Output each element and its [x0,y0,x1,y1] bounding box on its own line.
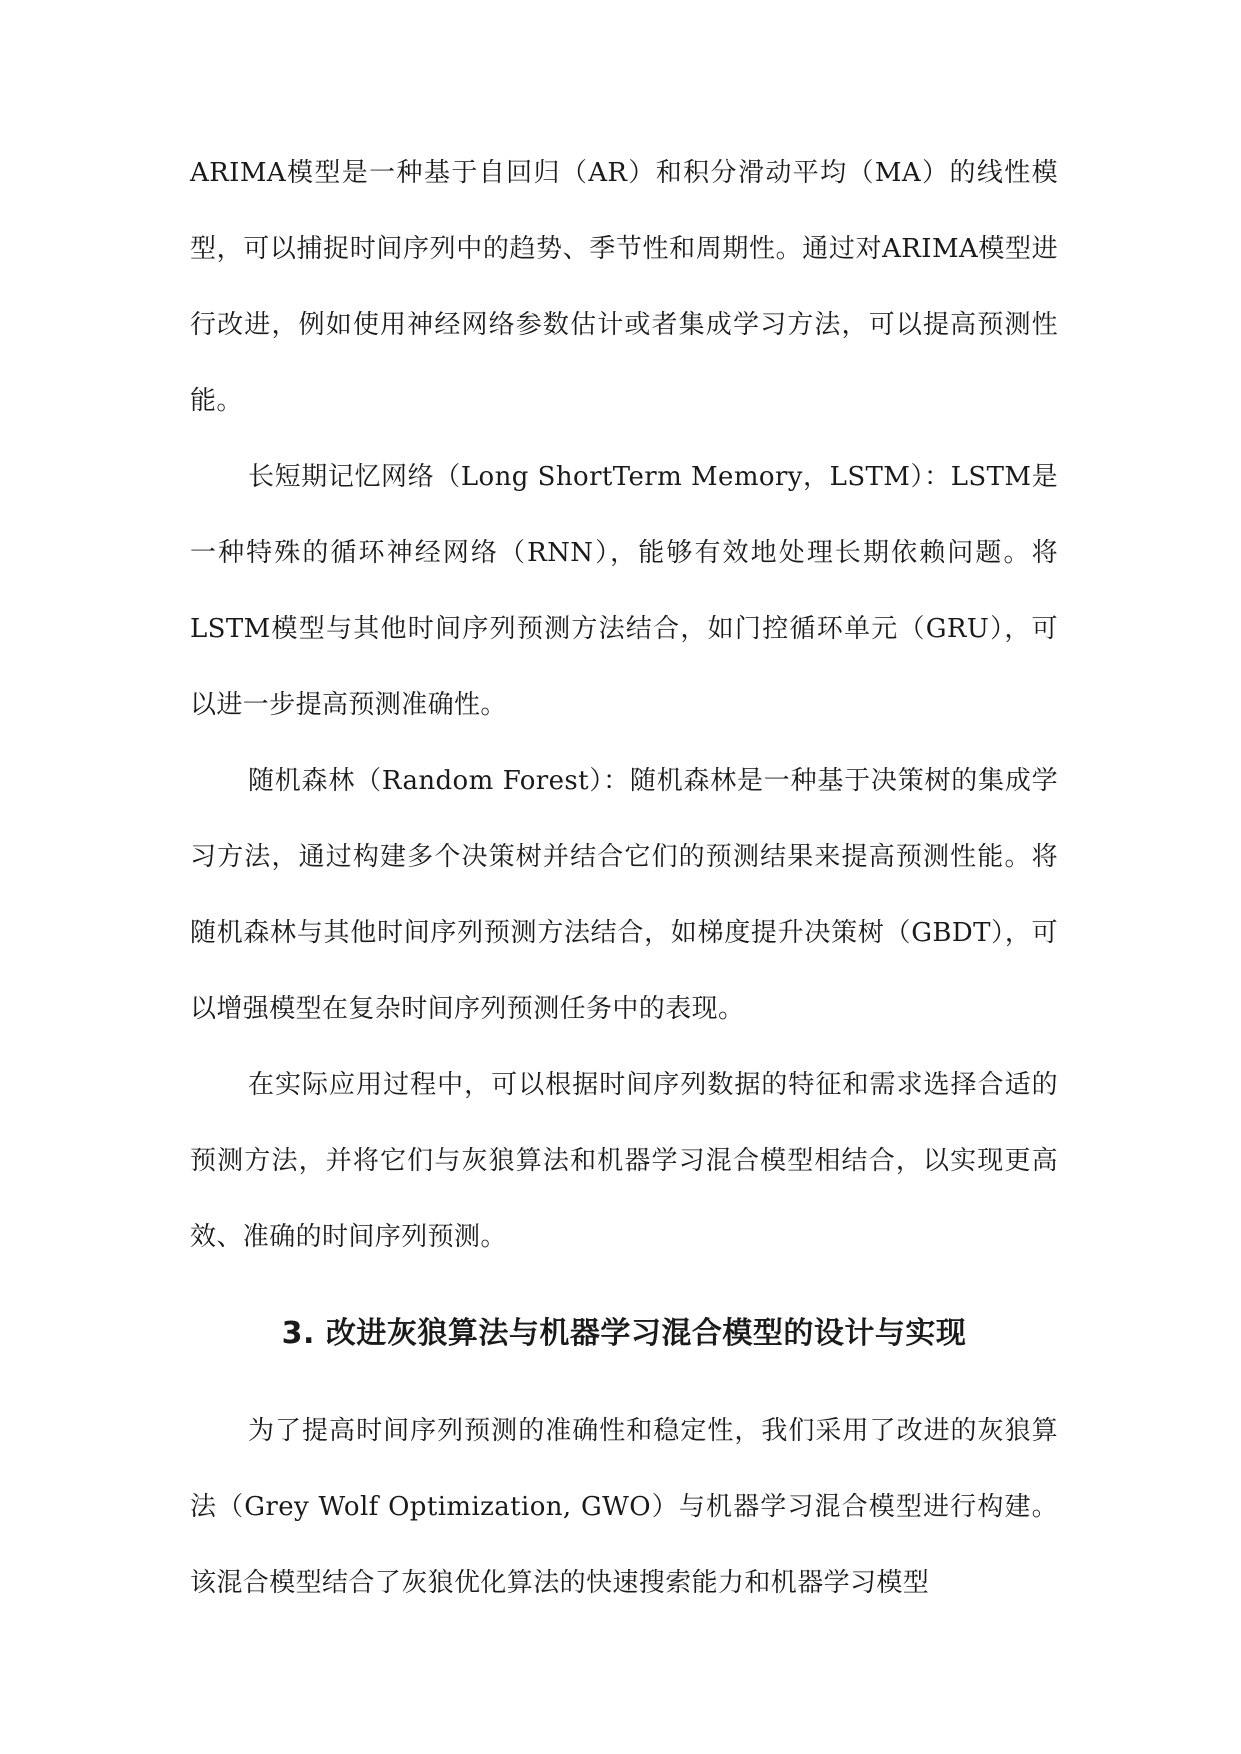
document-body [190,135,1058,1621]
paragraph-random-forest: 随机森林（Random Forest）：随机森林是一种基于决策树的集成学习方法，通过构建多个决策树并结合它们的预测结果来提高预测性能。将随机森林与其他时间序列预测方法结合，如梯度提升决策树（GBDT），可以增强模型在复杂时间序列预测任务中的表现。 [190,766,1058,1024]
section-heading: 3. 改进灰狼算法与机器学习混合模型的设计与实现 [281,1316,967,1351]
paragraph-gwo-intro: 为了提高时间序列预测的准确性和稳定性，我们采用了改进的灰狼算法（Grey Wolf Optimization, GWO）与机器学习混合模型进行构建。该混合模型结合了灰狼优化算法的快速搜索能力和机器学习模型 [190,1416,1058,1598]
paragraph-application: 在实际应用过程中，可以根据时间序列数据的特征和需求选择合适的预测方法，并将它们与灰狼算法和机器学习混合模型相结合，以实现更高效、准确的时间序列预测。 [190,1070,1058,1252]
paragraph-arima: ARIMA模型是一种基于自回归（AR）和积分滑动平均（MA）的线性模型，可以捕捉时间序列中的趋势、季节性和周期性。通过对ARIMA模型进行改进，例如使用神经网络参数估计或者集成学习方法，可以提高预测性能。 [190,158,1058,416]
paragraph-lstm: 长短期记忆网络（Long ShortTerm Memory，LSTM）：LSTM是一种特殊的循环神经网络（RNN），能够有效地处理长期依赖问题。将LSTM模型与其他时间序列预测方法结合，如门控循环单元（GRU），可以进一步提高预测准确性。 [190,462,1058,720]
